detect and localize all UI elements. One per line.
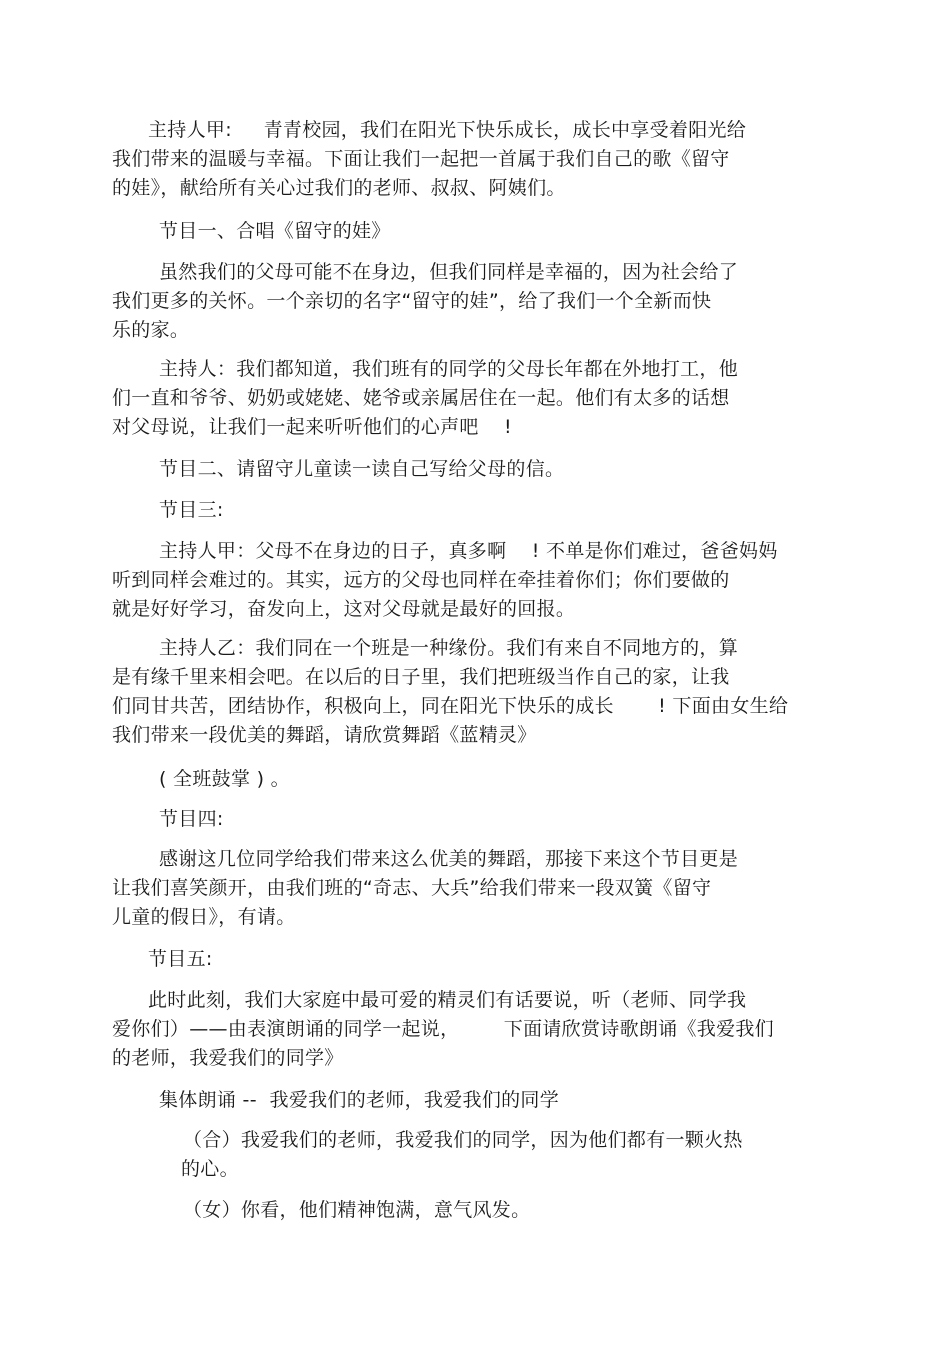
text-line: 节目一、合唱《留守的娃》 <box>159 220 391 242</box>
text-line: 感谢这几位同学给我们带来这么优美的舞蹈，那接下来这个节目更是 <box>159 848 739 870</box>
text-line: （合）我爱我们的老师，我爱我们的同学，因为他们都有一颗火热 <box>183 1129 743 1151</box>
text-line: 我们更多的关怀。一个亲切的名字“留守的娃”，给了我们一个全新而快 <box>112 290 712 312</box>
text-line: 节目二、请留守儿童读一读自己写给父母的信。 <box>159 458 565 480</box>
text-line: 就是好好学习，奋发向上，这对父母就是最好的回报。 <box>112 598 576 620</box>
text-line: 我们带来一段优美的舞蹈，请欣赏舞蹈《蓝精灵》 <box>112 724 537 746</box>
text-line: 主持人甲：父母不在身边的日子，真多啊 ! 不单是你们难过，爸爸妈妈 <box>159 540 778 562</box>
text-line: 儿童的假日》，有请。 <box>112 906 296 928</box>
text-line: 对父母说，让我们一起来听听他们的心声吧 ! <box>112 416 512 438</box>
text-line: 的心。 <box>181 1158 239 1180</box>
text-line: 节目五: <box>148 948 213 970</box>
text-line: （女）你看，他们精神饱满，意气风发。 <box>183 1199 531 1221</box>
text-line: 的老师，我爱我们的同学》 <box>112 1047 344 1069</box>
text-line: 听到同样会难过的。其实，远方的父母也同样在牵挂着你们；你们要做的 <box>112 569 730 591</box>
text-line: 主持人：我们都知道，我们班有的同学的父母长年都在外地打工，他 <box>159 358 739 380</box>
text-line: 主持人甲: 青青校园，我们在阳光下快乐成长，成长中享受着阳光给 <box>148 119 747 141</box>
text-line: 集体朗诵 -- 我爱我们的老师，我爱我们的同学 <box>159 1089 560 1111</box>
text-line: 此时此刻，我们大家庭中最可爱的精灵们有话要说，听（老师、同学我 <box>148 989 747 1011</box>
text-line: 虽然我们的父母可能不在身边，但我们同样是幸福的，因为社会给了 <box>159 261 739 283</box>
text-line: ( 全班鼓掌 ) 。 <box>159 768 290 790</box>
text-line: 们一直和爷爷、奶奶或姥姥、姥爷或亲属居住在一起。他们有太多的话想 <box>112 387 730 409</box>
text-line: 是有缘千里来相会吧。在以后的日子里，我们把班级当作自己的家，让我 <box>112 666 730 688</box>
text-line: 节目三: <box>159 499 224 521</box>
text-line: 们同甘共苦，团结协作，积极向上，同在阳光下快乐的成长 ! 下面由女生给 <box>112 695 789 717</box>
text-line: 节目四: <box>159 808 224 830</box>
text-line: 爱你们）——由表演朗诵的同学一起说， 下面请欣赏诗歌朗诵《我爱我们 <box>112 1018 774 1040</box>
text-line: 让我们喜笑颜开，由我们班的“奇志、大兵”给我们带来一段双簧《留守 <box>112 877 712 899</box>
text-line: 主持人乙：我们同在一个班是一种缘份。我们有来自不同地方的，算 <box>159 637 739 659</box>
text-line: 我们带来的温暖与幸福。下面让我们一起把一首属于我们自己的歌《留守 <box>112 148 730 170</box>
text-line: 的娃》，献给所有关心过我们的老师、叔叔、阿姨们。 <box>112 177 566 199</box>
text-line: 乐的家。 <box>112 319 190 341</box>
